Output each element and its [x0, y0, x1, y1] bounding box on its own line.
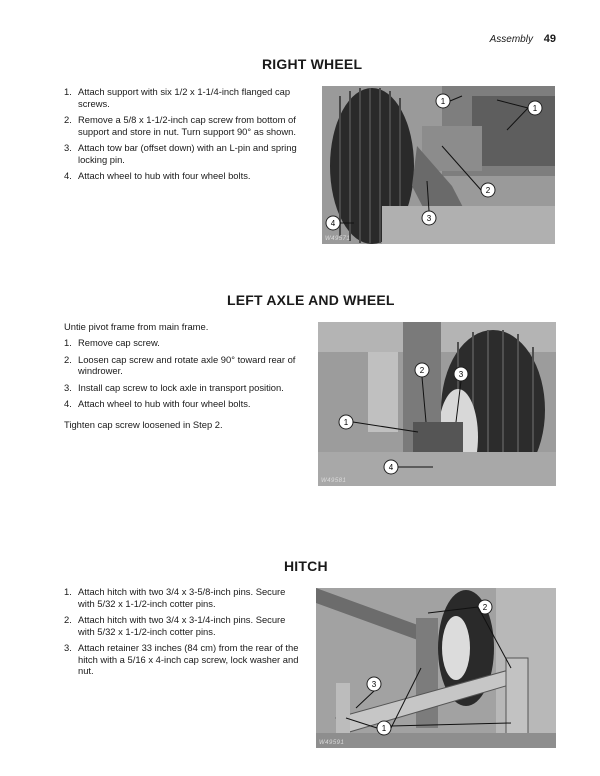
left-axle-intro: Untie pivot frame from main frame. [64, 321, 209, 332]
left-axle-outro: Tighten cap screw loosened in Step 2. [64, 419, 223, 430]
hitch-photo [316, 588, 556, 748]
callout-1: 1 [532, 104, 538, 113]
list-item: 4. Attach wheel to hub with four wheel bolts. [64, 170, 251, 181]
callout-3: 3 [458, 370, 464, 379]
left-axle-steps [64, 337, 302, 415]
callout-4: 4 [330, 219, 336, 228]
section-name: Assembly [489, 34, 533, 45]
photo-code: W49591 [319, 740, 345, 746]
page-header [490, 33, 556, 45]
list-item: 3. Attach retainer 33 inches (84 cm) from the rear of the hitch with a 5/16 x 4-inch cap screw, lock washer and nut. [64, 642, 299, 676]
list-item: 3. Install cap screw to lock axle in transport position. [64, 381, 284, 393]
left-axle-title: LEFT AXLE AND WHEEL [227, 292, 395, 308]
page-number: 49 [543, 33, 556, 45]
list-item: 2. Remove a 5/8 x 1-1/2-inch cap screw from bottom of support and store in nut. Turn support 90° as shown. [64, 114, 296, 137]
callout-2: 2 [482, 603, 488, 612]
right-wheel-steps [64, 86, 300, 187]
callout-2: 2 [485, 186, 491, 195]
photo-code: W49571 [325, 236, 351, 242]
callout-1: 1 [440, 97, 446, 106]
photo-code: W49581 [321, 478, 347, 484]
list-item: 1. Remove cap screw. [64, 337, 160, 348]
callout-3: 3 [371, 680, 377, 689]
callout-2: 2 [419, 366, 425, 375]
list-item: 4. Attach wheel to hub with four wheel bolts. [64, 398, 251, 409]
callout-4: 4 [388, 463, 394, 472]
list-item: 2. Loosen cap screw and rotate axle 90° toward rear of windrower. [64, 353, 296, 376]
right-wheel-title: RIGHT WHEEL [262, 56, 363, 72]
callout-3: 3 [426, 214, 432, 223]
hitch-steps [64, 586, 300, 682]
list-item: 1. Attach hitch with two 3/4 x 3-5/8-inch pins. Secure with 5/32 x 1-1/2-inch cotter pins. [64, 586, 286, 609]
list-item: 2. Attach hitch with two 3/4 x 3-1/4-inch pins. Secure with 5/32 x 1-1/2-inch cotter pins. [64, 614, 286, 637]
callout-1: 1 [343, 418, 349, 427]
left-axle-photo [318, 322, 556, 486]
callout-1: 1 [381, 724, 387, 733]
right-wheel-photo [322, 86, 555, 244]
list-item: 3. Attach tow bar (offset down) with an L-pin and spring locking pin. [64, 142, 297, 165]
hitch-title: HITCH [284, 558, 328, 574]
list-item: 1. Attach support with six 1/2 x 1-1/4-inch flanged cap screws. [64, 86, 291, 109]
